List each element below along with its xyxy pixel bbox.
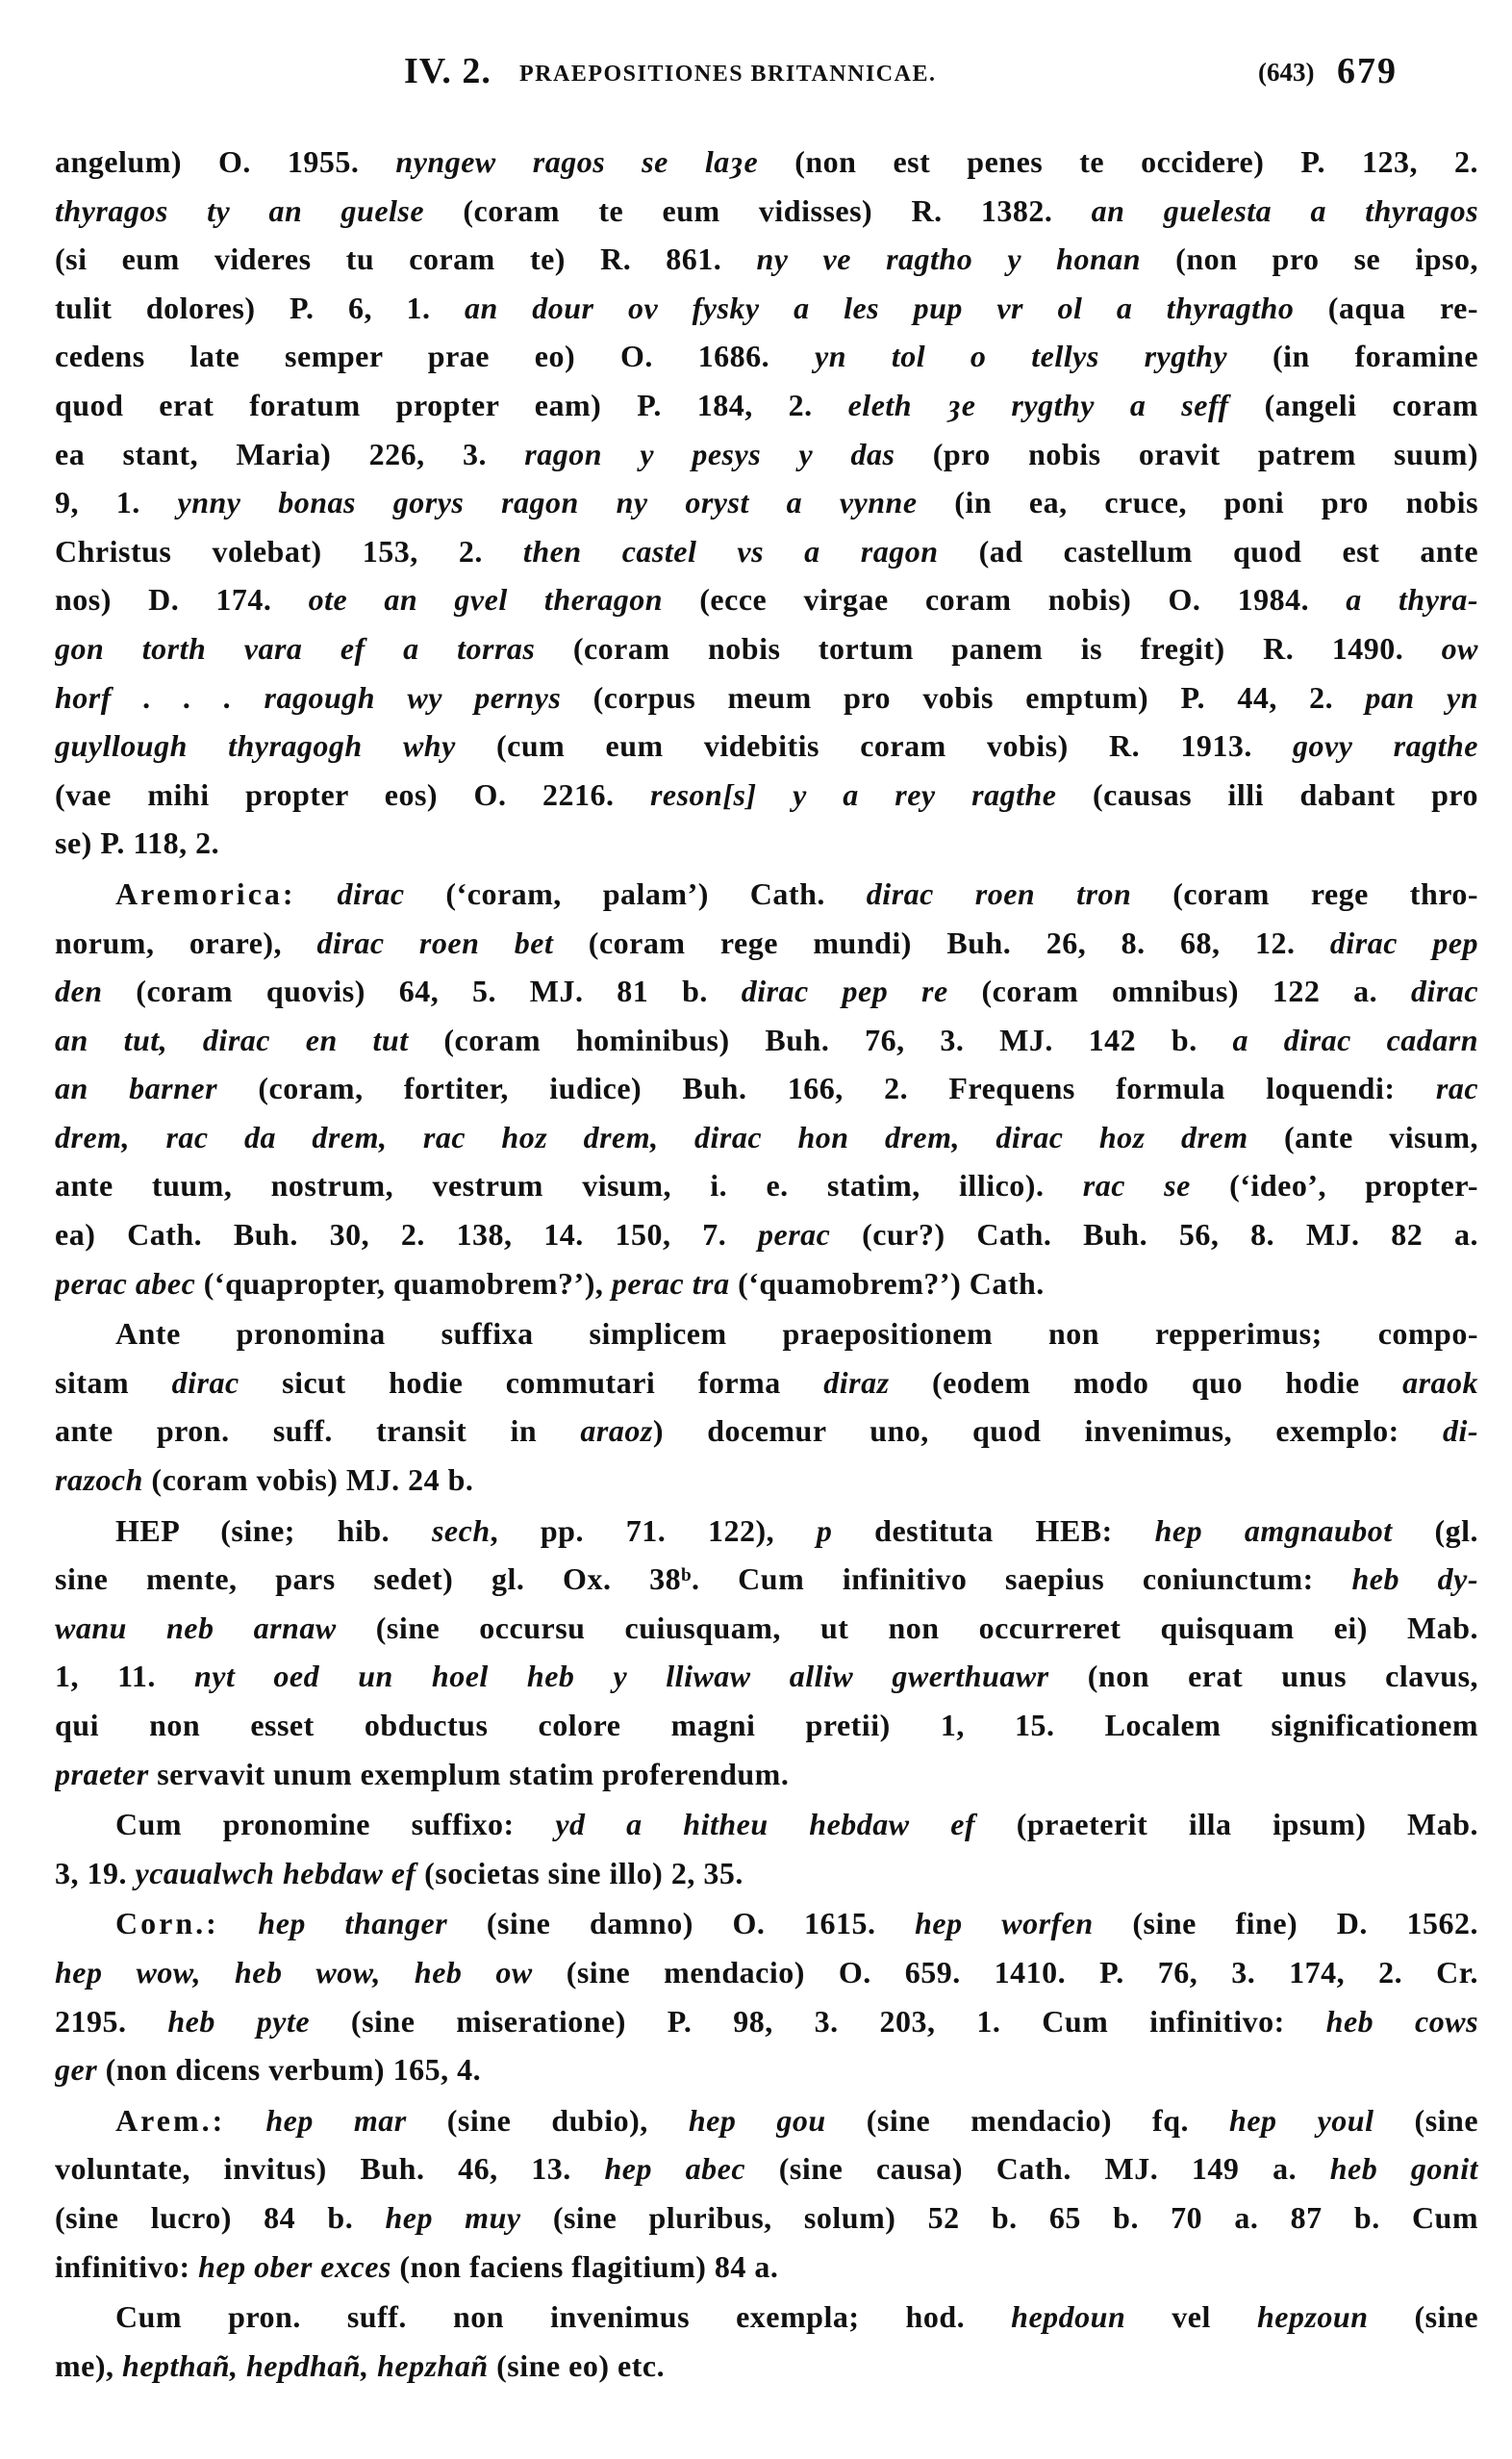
italic-text: dirac roen tron	[866, 875, 1132, 911]
italic-text: heb gonit	[1329, 2151, 1478, 2187]
italic-text: reson[s] y a rey ragthe	[649, 776, 1057, 812]
roman-text: (‘quapropter, quamobrem?’),	[195, 1265, 612, 1301]
roman-text: (coram te eum vidisses) R. 1382.	[424, 192, 1092, 228]
roman-text: (in ea, cruce, poni pro nobis	[917, 485, 1478, 520]
roman-text: , pp. 71. 122),	[490, 1512, 817, 1548]
paragraph	[55, 1899, 1478, 2093]
roman-text: ) docemur uno, quod invenimus, exemplo:	[652, 1413, 1443, 1449]
italic-text: sech	[431, 1512, 491, 1548]
text-line	[55, 1407, 1478, 1456]
roman-text: (sine fine) D. 1562.	[1093, 1906, 1478, 1941]
italic-text: dirac	[337, 875, 405, 911]
italic-text: diraz	[823, 1364, 890, 1400]
text-line	[55, 381, 1478, 430]
text-line	[55, 527, 1478, 576]
text-line	[55, 1750, 1478, 1799]
roman-text: (ante visum,	[1247, 1119, 1478, 1154]
text-line	[55, 771, 1478, 820]
text-line	[55, 1507, 1478, 1556]
roman-text: HEP (sine; hib.	[115, 1512, 432, 1548]
text-line	[55, 1555, 1478, 1604]
original-page-number: (643)	[1258, 58, 1315, 87]
text-line	[55, 2293, 1478, 2342]
text-line	[55, 2096, 1478, 2145]
italic-text: heb cows	[1325, 2003, 1478, 2039]
italic-text: hepthañ, hepdhañ, hepzhañ	[122, 2347, 489, 2383]
text-line	[55, 235, 1478, 284]
italic-text: an barner	[55, 1071, 218, 1106]
italic-text: dirac pep re	[741, 974, 948, 1009]
text-line	[55, 1800, 1478, 1849]
italic-text: nyngew ragos se laȝe	[395, 144, 759, 179]
roman-text: (eodem modo quo hodie	[889, 1364, 1403, 1400]
roman-text: (sine occursu cuiusquam, ut non occurreret quisquam ei) Mab.	[336, 1610, 1478, 1645]
text-line	[55, 919, 1478, 968]
text-line	[55, 138, 1478, 187]
text-line	[55, 1016, 1478, 1065]
roman-text: (non faciens flagitium) 84 a.	[391, 2248, 779, 2284]
italic-text: an dour ov fysky a les pup vr ol a thyragtho	[464, 290, 1295, 325]
italic-text: heb dy-	[1351, 1561, 1478, 1597]
roman-text: vel	[1125, 2299, 1257, 2335]
text-line	[55, 1652, 1478, 1701]
roman-text: 3, 19.	[55, 1855, 136, 1890]
roman-text: sine mente, pars sedet) gl. Ox. 38ᵇ. Cum infinitivo saepius coniunctum:	[55, 1561, 1352, 1597]
text-line	[55, 1997, 1478, 2046]
italic-text: praeter	[55, 1756, 149, 1791]
text-line	[55, 575, 1478, 624]
text-line	[55, 2342, 1478, 2391]
text-line	[55, 2144, 1478, 2193]
text-line	[55, 1210, 1478, 1259]
roman-text: se) P. 118, 2.	[55, 825, 220, 861]
italic-text: an guelesta a thyragos	[1091, 192, 1478, 228]
italic-text: rac	[1435, 1071, 1478, 1106]
roman-text: ante pron. suff. transit in	[55, 1413, 581, 1449]
roman-text: (coram quovis) 64, 5. MJ. 81 b.	[102, 974, 742, 1009]
text-line	[55, 1849, 1478, 1898]
roman-text: Ante pronomina suffixa simplicem praepositionem non repperimus; compo-	[115, 1316, 1478, 1352]
roman-text: (sine mendacio) fq.	[825, 2102, 1230, 2138]
text-line	[55, 1701, 1478, 1750]
roman-text: me),	[55, 2347, 123, 2383]
italic-text: rac se	[1082, 1168, 1191, 1204]
roman-text: (coram omnibus) 122 a.	[947, 974, 1411, 1009]
text-line	[55, 478, 1478, 527]
italic-text: hep amgnaubot	[1154, 1512, 1393, 1548]
roman-text: (coram vobis) MJ. 24 b.	[142, 1462, 474, 1498]
italic-text: eleth ȝe rygthy a seff	[847, 387, 1229, 422]
text-line	[55, 1604, 1478, 1653]
text-line	[55, 1309, 1478, 1358]
italic-text: di-	[1442, 1413, 1478, 1449]
roman-text: (non pro se ipso,	[1141, 241, 1478, 277]
italic-text: ger	[55, 2052, 98, 2088]
roman-text: (coram nobis tortum panem is fregit) R. 1490.	[535, 630, 1442, 666]
italic-text: perac tra	[611, 1265, 730, 1301]
roman-text: (causas illi dabant pro	[1056, 776, 1478, 812]
italic-text: hep worfen	[915, 1906, 1094, 1941]
italic-text: hep abec	[604, 2151, 746, 2187]
roman-text: cedens late semper prae eo) O. 1686.	[55, 339, 816, 374]
roman-text: (sine causa) Cath. MJ. 149 a.	[745, 2151, 1330, 2187]
roman-text	[296, 876, 338, 911]
italic-text: ynny bonas gorys ragon ny oryst a vynne	[177, 485, 918, 520]
italic-text: hepdoun	[1011, 2299, 1126, 2335]
paragraph	[55, 1507, 1478, 1799]
italic-text: perac abec	[55, 1265, 196, 1301]
paragraph	[55, 870, 1478, 1307]
italic-text: razoch	[55, 1462, 143, 1498]
roman-text: 1, 11.	[55, 1659, 194, 1694]
roman-text: (vae mihi propter eos) O. 2216.	[55, 776, 650, 812]
roman-text: (‘ideo’, propter-	[1190, 1168, 1478, 1204]
section-number: IV. 2.	[404, 51, 491, 91]
spaced-label: Corn.:	[115, 1906, 219, 1941]
text-line	[55, 1259, 1478, 1308]
roman-text: 2195.	[55, 2003, 168, 2039]
page-body	[55, 138, 1478, 2392]
roman-text: (sine dubio),	[406, 2102, 689, 2138]
italic-text: p	[816, 1512, 833, 1548]
text-line	[55, 624, 1478, 673]
roman-text: (sine lucro) 84 b.	[55, 2199, 386, 2235]
text-line	[55, 722, 1478, 771]
roman-text: (pro nobis oravit patrem suum)	[895, 436, 1478, 471]
roman-text: (coram, fortiter, iudice) Buh. 166, 2. Frequens formula loquendi:	[217, 1071, 1436, 1106]
italic-text: heb pyte	[167, 2003, 311, 2039]
roman-text: (angeli coram	[1228, 387, 1478, 422]
roman-text: nos) D. 174.	[55, 582, 309, 618]
roman-text: ante tuum, nostrum, vestrum visum, i. e. statim, illico).	[55, 1168, 1083, 1204]
roman-text: (praeterit illa ipsum) Mab.	[975, 1807, 1478, 1842]
italic-text: wanu neb arnaw	[55, 1610, 337, 1645]
text-line	[55, 967, 1478, 1016]
italic-text: yn tol o tellys rygthy	[815, 339, 1228, 374]
text-line	[55, 2045, 1478, 2094]
italic-text: hep gou	[688, 2102, 826, 2138]
roman-text: (coram rege thro-	[1131, 875, 1478, 911]
italic-text: a dirac cadarn	[1232, 1022, 1478, 1057]
roman-text: (cum eum videbitis coram vobis) R. 1913.	[455, 728, 1294, 764]
italic-text: ny ve ragtho y honan	[756, 241, 1142, 277]
roman-text: (cur?) Cath. Buh. 56, 8. MJ. 82 a.	[830, 1217, 1478, 1253]
roman-text: Christus volebat) 153, 2.	[55, 533, 523, 569]
italic-text: drem, rac da drem, rac hoz drem, dirac hon drem, dirac hoz drem	[55, 1119, 1248, 1154]
italic-text: ote an gvel theragon	[308, 582, 664, 618]
italic-text: araoz	[580, 1413, 653, 1449]
italic-text: hep mar	[265, 2102, 407, 2138]
roman-text: (si eum videres tu coram te) R. 861.	[55, 241, 757, 277]
italic-text: a thyra-	[1346, 582, 1478, 618]
paragraph	[55, 2293, 1478, 2390]
text-line	[55, 673, 1478, 722]
text-line	[55, 2243, 1478, 2292]
roman-text: (sine	[1368, 2299, 1478, 2335]
roman-text: (non est penes te occidere) P. 123, 2.	[758, 144, 1478, 179]
roman-text: 9, 1.	[55, 485, 178, 520]
italic-text: hep ober exces	[198, 2248, 391, 2284]
roman-text: (sine pluribus, solum) 52 b. 65 b. 70 a. 87 b. Cum	[520, 2199, 1478, 2235]
running-title: PRAEPOSITIONES BRITANNICAE.	[519, 62, 937, 87]
italic-text: hepzoun	[1256, 2299, 1369, 2335]
roman-text: (aqua re-	[1294, 290, 1478, 325]
roman-text: infinitivo:	[55, 2248, 199, 2284]
roman-text: (in foramine	[1227, 339, 1478, 374]
roman-text: (coram rege mundi) Buh. 26, 8. 68, 12.	[553, 925, 1330, 960]
italic-text: hep wow, heb wow, heb ow	[55, 1954, 533, 1990]
roman-text: Cum pron. suff. non invenimus exempla; hod.	[115, 2299, 1012, 2335]
roman-text: (corpus meum pro vobis emptum) P. 44, 2.	[561, 679, 1366, 715]
running-header	[0, 50, 1512, 98]
roman-text: tulit dolores) P. 6, 1.	[55, 290, 465, 325]
roman-text: voluntate, invitus) Buh. 46, 13.	[55, 2151, 605, 2187]
italic-text: horf . . . ragough wy pernys	[55, 679, 562, 715]
italic-text: perac	[758, 1217, 831, 1253]
text-line	[55, 284, 1478, 333]
text-line	[55, 1064, 1478, 1113]
roman-text: (societas sine illo) 2, 35.	[416, 1855, 743, 1890]
italic-text: pan yn	[1365, 679, 1478, 715]
text-line	[55, 870, 1478, 919]
text-line	[55, 1899, 1478, 1948]
text-line	[55, 819, 1478, 868]
roman-text	[219, 1906, 259, 1940]
spaced-label: Aremorica:	[115, 875, 296, 911]
roman-text: (sine damno) O. 1615.	[447, 1906, 916, 1941]
text-line	[55, 1113, 1478, 1162]
italic-text: hep youl	[1229, 2102, 1374, 2138]
italic-text: hep thanger	[258, 1906, 448, 1941]
italic-text: ragon y pesys y das	[524, 436, 895, 471]
roman-text: destituta HEB:	[832, 1512, 1155, 1548]
roman-text: (non dicens verbum) 165, 4.	[97, 2052, 482, 2088]
text-line	[55, 430, 1478, 479]
italic-text: hep muy	[385, 2199, 521, 2235]
spaced-label: Arem.:	[115, 2102, 226, 2138]
roman-text: (sine mendacio) O. 659. 1410. P. 76, 3. 174, 2. Cr.	[532, 1954, 1478, 1990]
text-line	[55, 1948, 1478, 1997]
roman-text: (‘quamobrem?’) Cath.	[729, 1265, 1045, 1301]
text-line	[55, 187, 1478, 236]
italic-text: guyllough thyragogh why	[55, 728, 456, 764]
text-line	[55, 2193, 1478, 2243]
roman-text: (coram hominibus) Buh. 76, 3. MJ. 142 b.	[408, 1022, 1233, 1057]
roman-text: qui non esset obductus colore magni pretii) 1, 15. Localem significationem	[55, 1708, 1478, 1742]
italic-text: araok	[1402, 1364, 1478, 1400]
paragraph	[55, 2096, 1478, 2291]
roman-text: servavit unum exemplum statim proferendum.	[148, 1756, 790, 1791]
roman-text: (sine	[1373, 2102, 1478, 2138]
roman-text: ea) Cath. Buh. 30, 2. 138, 14. 150, 7.	[55, 1217, 759, 1253]
italic-text: ycaualwch hebdaw ef	[135, 1855, 416, 1890]
roman-text: sitam	[55, 1364, 172, 1400]
italic-text: dirac pep	[1329, 925, 1478, 960]
italic-text: thyragos ty an guelse	[55, 192, 425, 228]
roman-text	[225, 2103, 265, 2138]
italic-text: an tut, dirac en tut	[55, 1022, 409, 1057]
roman-text: ea stant, Maria) 226, 3.	[55, 436, 525, 471]
italic-text: dirac	[171, 1364, 239, 1400]
roman-text: quod erat foratum propter eam) P. 184, 2.	[55, 387, 848, 422]
roman-text: norum, orare),	[55, 925, 317, 960]
italic-text: ow	[1441, 630, 1478, 666]
paragraph	[55, 1800, 1478, 1897]
roman-text: Cum pronomine suffixo:	[115, 1807, 556, 1842]
text-line	[55, 332, 1478, 381]
paragraph	[55, 138, 1478, 868]
paragraph	[55, 1309, 1478, 1504]
italic-text: den	[55, 974, 103, 1009]
text-line	[55, 1358, 1478, 1407]
roman-text: (non erat unus clavus,	[1048, 1659, 1478, 1694]
roman-text: (ecce virgae coram nobis) O. 1984.	[663, 582, 1347, 618]
italic-text: yd a hitheu hebdaw ef	[555, 1807, 976, 1842]
text-line	[55, 1456, 1478, 1505]
italic-text: then castel vs a ragon	[522, 533, 939, 569]
italic-text: dirac roen bet	[316, 925, 554, 960]
roman-text: (sine eo) etc.	[488, 2347, 666, 2383]
roman-text: (sine miseratione) P. 98, 3. 203, 1. Cum infinitivo:	[310, 2003, 1326, 2039]
roman-text: sicut hodie commutari forma	[239, 1364, 824, 1400]
roman-text: (gl.	[1392, 1512, 1478, 1548]
page-number: 679	[1337, 51, 1398, 91]
text-line	[55, 1161, 1478, 1210]
italic-text: dirac	[1410, 974, 1478, 1009]
roman-text: (ad castellum quod est ante	[938, 533, 1478, 569]
roman-text: angelum) O. 1955.	[55, 144, 396, 179]
italic-text: nyt oed un hoel heb y lliwaw alliw gwerthuawr	[193, 1659, 1049, 1694]
italic-text: govy ragthe	[1293, 728, 1478, 764]
roman-text: (‘coram, palam’) Cath.	[404, 875, 867, 911]
italic-text: gon torth vara ef a torras	[55, 630, 536, 666]
